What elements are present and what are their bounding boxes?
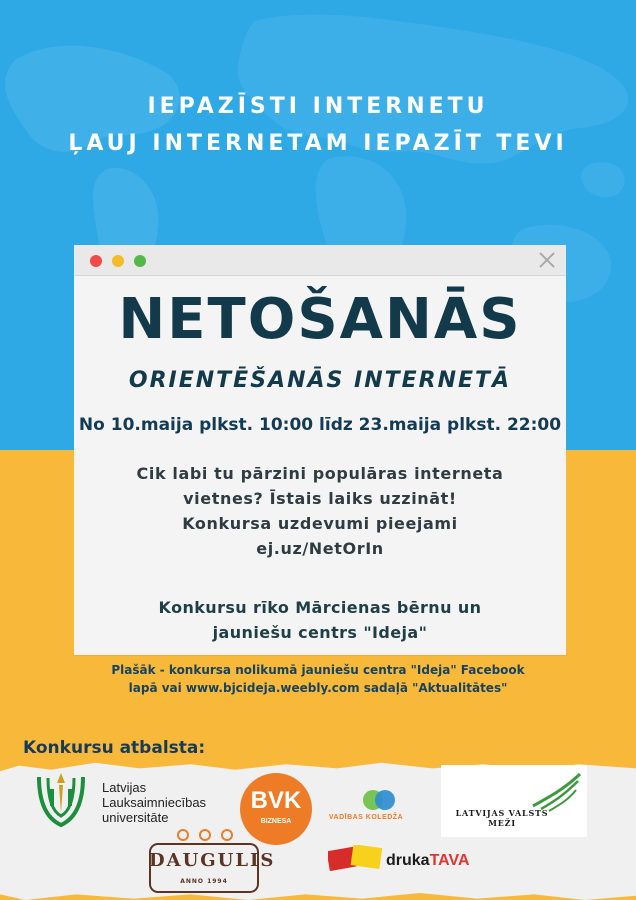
info-line: Plašāk - konkursa nolikumā jauniešu centra "Ideja" Facebook [111, 663, 525, 677]
daugulis-year-text: ANNO 1994 [180, 878, 228, 885]
supporters-heading: Konkursu atbalsta: [23, 738, 206, 758]
bvk-logo-text: BVK [250, 787, 302, 814]
event-dates: No 10.maija plkst. 10:00 līdz 23.maija plkst. 22:00 [78, 415, 562, 435]
llu-text-line: universitāte [102, 810, 169, 825]
llu-wheat-logo-icon [31, 765, 91, 833]
close-icon [536, 249, 558, 271]
druka-suffix: TAVA [429, 852, 470, 869]
bvk-logo-small-text: BIZNESA [260, 818, 292, 825]
organizer-line: Konkursu rīko Mārcienas bērnu un [158, 598, 482, 617]
ta-logo-icon [328, 845, 386, 873]
daugulis-logo-text: DAUGULIS [149, 850, 276, 871]
daugulis-flowers-icon [171, 828, 239, 842]
more-info-text [60, 661, 576, 697]
bvk-school-name: VADĪBAS KOLEDŽA [328, 814, 404, 821]
bvk-school-circles-icon [362, 788, 396, 812]
green-window-dot-icon [134, 255, 146, 267]
yellow-window-dot-icon [112, 255, 124, 267]
organizer-line: jauniešu centrs "Ideja" [212, 623, 428, 642]
info-line: lapā vai www.bjcideja.weebly.com sadaļā "Aktualitātes" [128, 681, 508, 695]
llu-text-line: Latvijas [102, 780, 147, 795]
event-description [94, 461, 546, 561]
organizer-text [94, 595, 546, 645]
browser-window-card [74, 245, 566, 655]
llu-logo-text [102, 780, 234, 825]
description-line: Konkursa uzdevumi pieejami [182, 514, 458, 533]
description-line: Cik labi tu pārzini populāras interneta [136, 464, 504, 483]
headline-line-2: ĻAUJ INTERNETAM IEPAZĪT TEVI [68, 131, 568, 156]
window-titlebar [74, 245, 566, 276]
llu-text-line: Lauksaimniecības [102, 795, 207, 810]
headline-line-1: IEPAZĪSTI INTERNETU [147, 94, 489, 119]
druka-prefix: druka [386, 852, 430, 869]
description-line: vietnes? Īstais laiks uzzināt! [183, 489, 457, 508]
event-title: NETOŠANĀS [118, 287, 522, 352]
event-subtitle: ORIENTĒŠANĀS INTERNETĀ [128, 368, 512, 393]
druka-tava-logo-text [386, 852, 526, 870]
red-window-dot-icon [90, 255, 102, 267]
description-line: ej.uz/NetOrIn [256, 539, 384, 558]
lvm-logo-text: LATVIJAS VALSTS MEŽI [455, 808, 549, 828]
